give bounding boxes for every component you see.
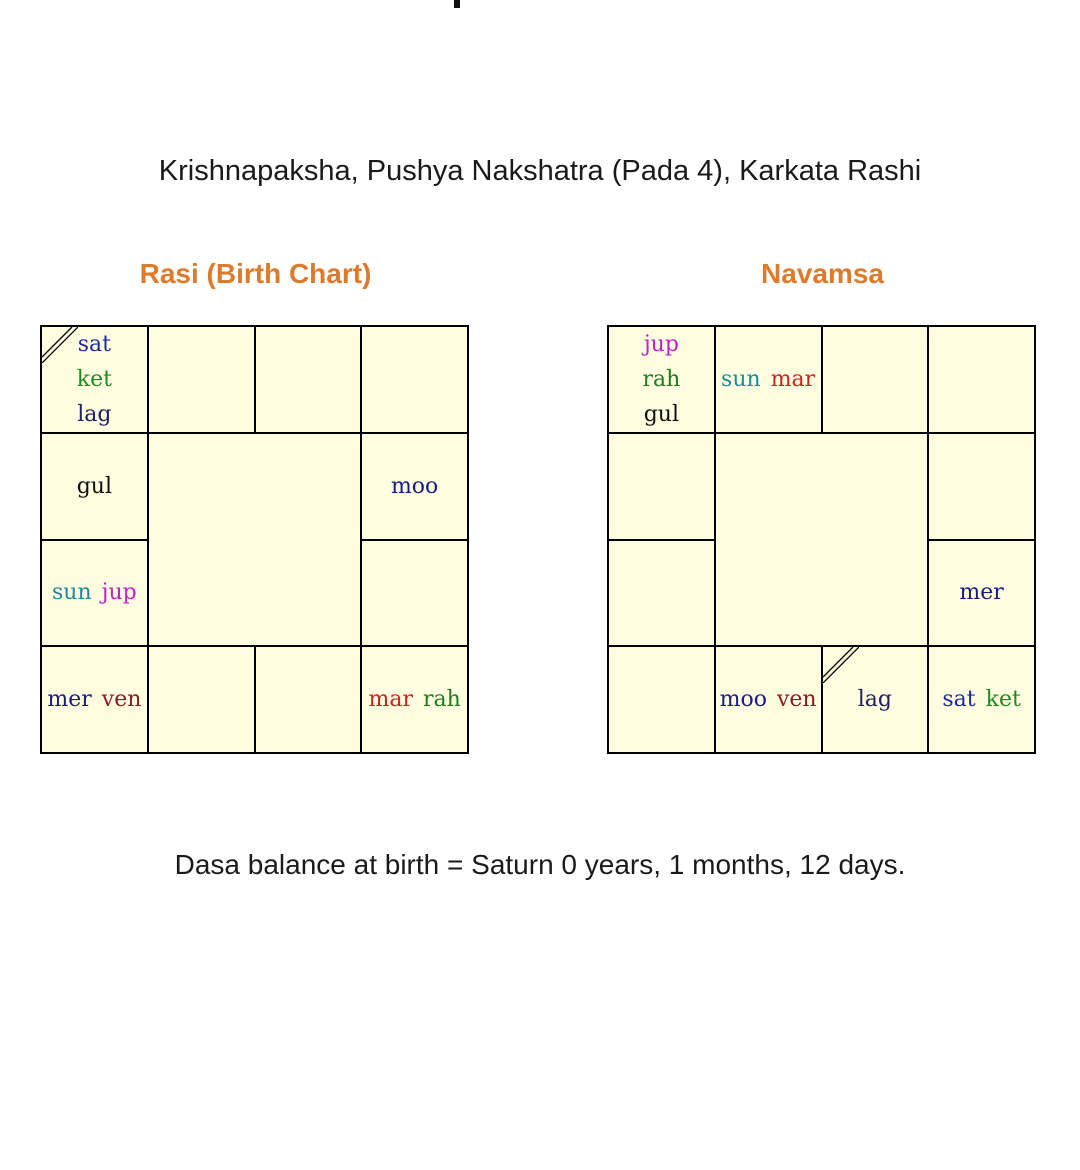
rasi-house-r3c1 bbox=[149, 647, 254, 752]
planet-rah: rah bbox=[422, 687, 461, 713]
navamsa-house-r3c1 bbox=[716, 647, 821, 752]
planet-gul: gul bbox=[76, 473, 113, 499]
rasi-center bbox=[149, 434, 361, 646]
planet-row bbox=[47, 682, 141, 717]
rasi-house-r0c0 bbox=[42, 327, 147, 432]
rasi-house-r3c0 bbox=[42, 647, 147, 752]
dasa-balance: Dasa balance at birth = Saturn 0 years, 1 months, 12 days. bbox=[174, 849, 906, 880]
navamsa-house-r2c3 bbox=[929, 541, 1034, 646]
planet-lag: lag bbox=[857, 687, 892, 713]
planet-row bbox=[368, 682, 460, 717]
navamsa-chart-title: Navamsa bbox=[761, 258, 884, 289]
rasi-house-r0c1 bbox=[149, 327, 254, 432]
planet-row bbox=[858, 682, 892, 717]
planet-row bbox=[77, 362, 112, 397]
navamsa-house-r0c0 bbox=[609, 327, 714, 432]
planet-mer: mer bbox=[959, 580, 1004, 606]
planet-row bbox=[721, 362, 815, 397]
planet-row bbox=[52, 575, 137, 610]
planet-sun: sun bbox=[721, 366, 761, 392]
planet-row bbox=[391, 469, 438, 504]
planet-mer: mer bbox=[47, 687, 92, 713]
planet-ven: ven bbox=[101, 687, 142, 713]
planet-jup: jup bbox=[643, 331, 679, 357]
navamsa-house-r3c2 bbox=[823, 647, 928, 752]
rasi-chart bbox=[40, 325, 469, 754]
navamsa-center bbox=[716, 434, 928, 646]
planet-ket: ket bbox=[76, 366, 112, 392]
navamsa-house-r1c0 bbox=[609, 434, 714, 539]
navamsa-chart bbox=[607, 325, 1036, 754]
rasi-house-r1c3 bbox=[362, 434, 467, 539]
planet-row bbox=[78, 327, 111, 362]
planet-row bbox=[644, 397, 679, 432]
navamsa-house-r1c3 bbox=[929, 434, 1034, 539]
planet-ven: ven bbox=[776, 687, 817, 713]
rasi-house-r0c3 bbox=[362, 327, 467, 432]
rasi-house-r3c3 bbox=[362, 647, 467, 752]
planet-row bbox=[942, 682, 1020, 717]
navamsa-house-r0c1 bbox=[716, 327, 821, 432]
rasi-house-r3c2 bbox=[256, 647, 361, 752]
planet-sat: sat bbox=[942, 687, 976, 713]
planet-row bbox=[959, 575, 1003, 610]
lagna-marker-icon bbox=[823, 647, 859, 683]
planet-jup: jup bbox=[101, 580, 137, 606]
planet-row bbox=[642, 362, 680, 397]
navamsa-house-r2c0 bbox=[609, 541, 714, 646]
rasi-house-r0c2 bbox=[256, 327, 361, 432]
navamsa-house-r3c0 bbox=[609, 647, 714, 752]
planet-row bbox=[77, 397, 111, 432]
lagna-marker-icon bbox=[42, 327, 78, 363]
planet-moo: moo bbox=[390, 473, 439, 499]
birth-summary: Krishnapaksha, Pushya Nakshatra (Pada 4), Karkata Rashi bbox=[158, 155, 922, 187]
navamsa-house-r0c3 bbox=[929, 327, 1034, 432]
planet-rah: rah bbox=[642, 366, 681, 392]
planet-row bbox=[720, 682, 817, 717]
planet-mar: mar bbox=[770, 366, 816, 392]
planet-row bbox=[644, 327, 679, 362]
planet-sun: sun bbox=[52, 580, 92, 606]
planet-ket: ket bbox=[985, 687, 1021, 713]
planet-moo: moo bbox=[719, 687, 767, 713]
planet-row bbox=[77, 469, 112, 504]
title-fragment bbox=[454, 0, 460, 8]
planet-gul: gul bbox=[643, 401, 680, 427]
rasi-house-r1c0 bbox=[42, 434, 147, 539]
rasi-house-r2c0 bbox=[42, 541, 147, 646]
planet-mar: mar bbox=[368, 687, 413, 713]
navamsa-house-r3c3 bbox=[929, 647, 1034, 752]
navamsa-house-r0c2 bbox=[823, 327, 928, 432]
planet-sat: sat bbox=[77, 331, 111, 357]
planet-lag: lag bbox=[77, 401, 112, 427]
rasi-house-r2c3 bbox=[362, 541, 467, 646]
rasi-chart-title: Rasi (Birth Chart) bbox=[139, 258, 372, 289]
